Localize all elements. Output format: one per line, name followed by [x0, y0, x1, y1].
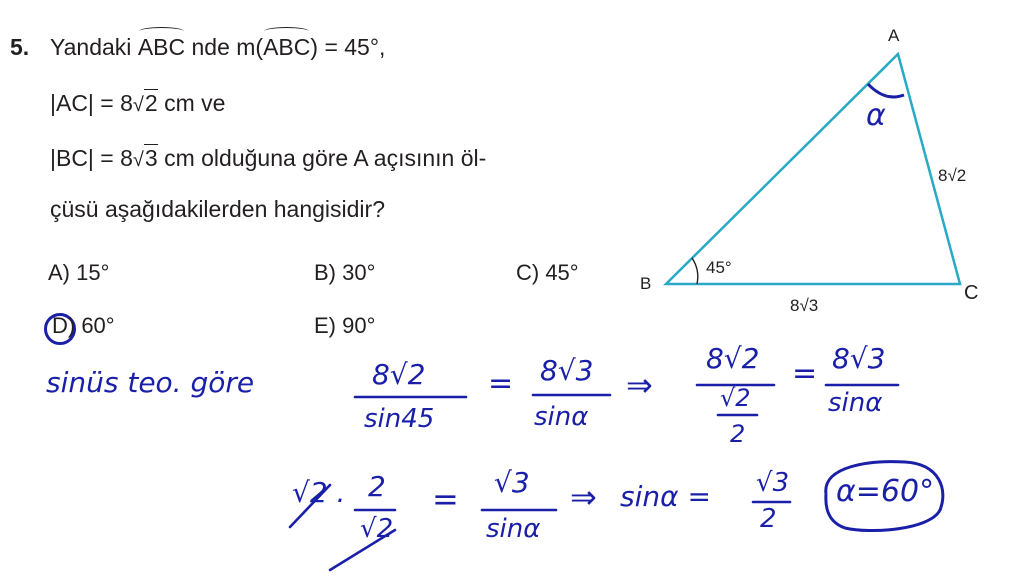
- implies-arrow: ⇒: [570, 478, 597, 516]
- side-bc-label: 8√3: [790, 296, 819, 315]
- angle-abc: ABC: [137, 34, 186, 60]
- fraction-6-numerator: √3: [494, 466, 530, 499]
- option-b[interactable]: B) 30°: [314, 260, 376, 285]
- fraction-1-denominator: sin45: [364, 404, 435, 434]
- angle-b-label: 45°: [706, 258, 732, 277]
- option-c[interactable]: C) 45°: [516, 260, 579, 285]
- fraction-4-numerator: 8√3: [832, 342, 886, 375]
- question-line-4: çüsü aşağıdakilerden hangisidir?: [50, 196, 385, 222]
- fraction-7-numerator: √3: [756, 468, 790, 498]
- angle-a-arc: [868, 84, 904, 97]
- question-text: cm ve: [164, 90, 226, 116]
- final-answer: α=60°: [836, 474, 935, 509]
- alpha-mark: α: [866, 98, 886, 133]
- fraction-2-numerator: 8√3: [540, 354, 594, 387]
- equals-sign: =: [432, 480, 459, 518]
- fraction-6-denominator: sinα: [486, 514, 541, 544]
- question-text: nde m(: [191, 34, 264, 60]
- sin-alpha-equation: sinα =: [620, 480, 711, 513]
- fraction-3-numerator: 8√2: [706, 342, 760, 375]
- option-e[interactable]: E) 90°: [314, 313, 376, 338]
- question-text: |AC| = 8: [50, 90, 133, 116]
- vertex-b-label: B: [640, 274, 652, 293]
- equals-sign: =: [488, 366, 514, 401]
- option-d[interactable]: D) 60°: [52, 313, 115, 338]
- question-text: |BC| = 8: [50, 145, 133, 171]
- question-text: cm olduğuna göre A açısının öl-: [164, 145, 487, 171]
- fraction-1-numerator: 8√2: [372, 358, 426, 391]
- vertex-a-label: A: [888, 26, 900, 45]
- implies-arrow: ⇒: [626, 366, 653, 404]
- handwritten-note: sinüs teo. göre: [46, 366, 255, 399]
- angle-b-arc: [692, 258, 698, 284]
- radicand: 3: [144, 145, 158, 171]
- fraction-2-denominator: sinα: [534, 402, 589, 432]
- equals-sign: =: [792, 356, 818, 391]
- fraction-7-denominator: 2: [760, 504, 777, 534]
- vertex-c-label: C: [964, 282, 979, 304]
- question-text: Yandaki: [50, 34, 132, 60]
- option-a[interactable]: A) 15°: [48, 260, 110, 285]
- question-text: ) = 45°,: [310, 34, 386, 60]
- side-ac-label: 8√2: [938, 166, 967, 185]
- question-number: 5.: [10, 34, 30, 60]
- sqrt-icon: √: [132, 149, 144, 171]
- sqrt-icon: √: [132, 94, 144, 116]
- radicand: 2: [144, 90, 158, 116]
- fraction-5-numerator: 2: [368, 470, 386, 503]
- fraction-3-inner-denominator: 2: [730, 420, 746, 448]
- triangle-abc: [666, 54, 960, 284]
- angle-abc: ABC: [263, 34, 311, 60]
- fraction-5-denominator: √2: [360, 514, 394, 544]
- row-2-prefix: √2 .: [292, 476, 346, 509]
- fraction-3-inner-numerator: √2: [720, 384, 751, 412]
- fraction-4-denominator: sinα: [828, 388, 883, 418]
